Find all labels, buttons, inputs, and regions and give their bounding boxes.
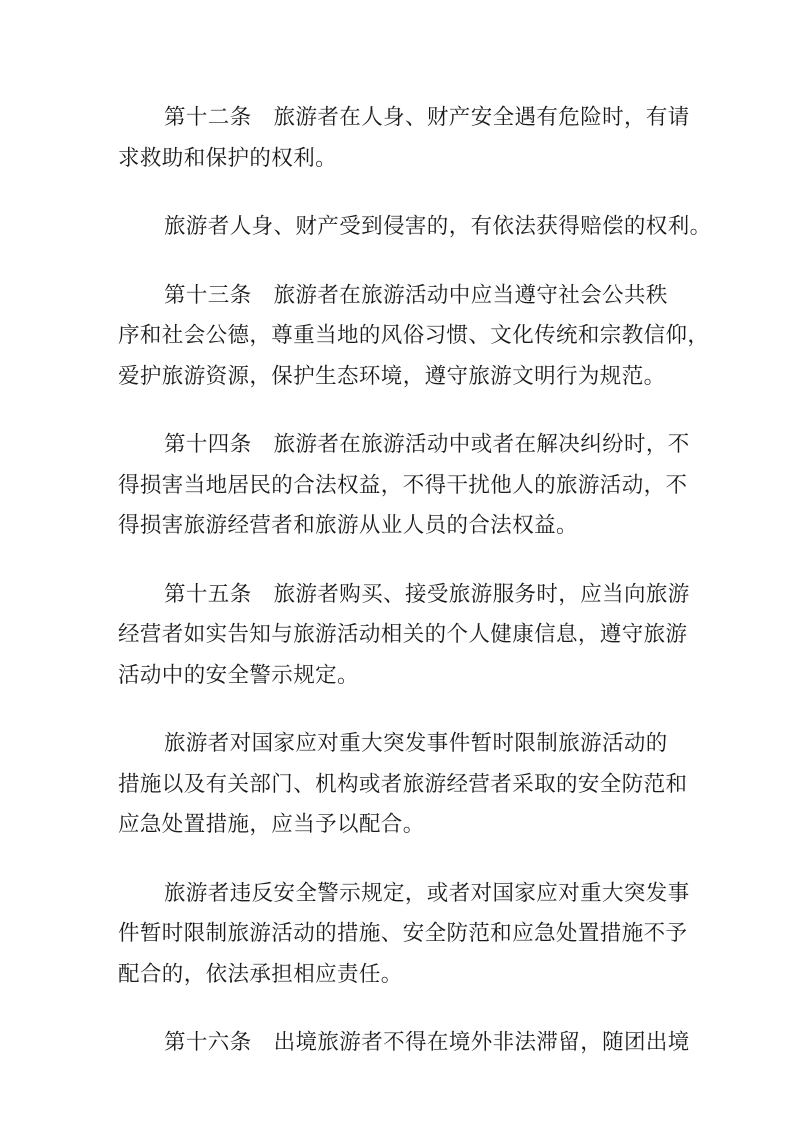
article-15-paragraph [118, 575, 690, 697]
cooperation-paragraph [118, 724, 688, 846]
text-line [118, 276, 678, 317]
article-number: 第十二条 [164, 105, 252, 130]
article-number: 第十六条 [164, 1030, 252, 1055]
text-line: 旅游者违反安全警示规定，或者对国家应对重大突发事 [164, 880, 690, 906]
article-14-paragraph [118, 425, 690, 547]
text-line [118, 98, 690, 139]
line-text: 旅游者在人身、财产安全遇有危险时，有请 [273, 105, 690, 130]
text-line: 件暂时限制旅游活动的措施、安全防范和应急处置措施不予 [118, 921, 688, 946]
text-line: 配合的，依法承担相应责任。 [118, 961, 403, 987]
text-line: 求救助和保护的权利。 [118, 145, 338, 171]
text-line: 措施以及有关部门、机构或者旅游经营者采取的安全防范和 [118, 771, 688, 797]
article-number: 第十五条 [164, 581, 252, 607]
line-text: 旅游者在旅游活动中应当遵守社会公共秩 [273, 282, 668, 308]
text-line: 序和社会公德，尊重当地的风俗习惯、文化传统和宗教信仰， [118, 323, 710, 348]
article-number: 第十三条 [164, 282, 252, 308]
article-12-paragraph [118, 98, 690, 179]
text-line: 应急处置措施，应当予以配合。 [118, 812, 425, 837]
line-text: 出境旅游者不得在境外非法滞留，随团出境 [273, 1030, 690, 1055]
text-line [118, 575, 690, 616]
liability-paragraph [118, 874, 690, 996]
article-number: 第十四条 [164, 432, 252, 457]
text-line: 旅游者人身、财产受到侵害的，有依法获得赔偿的权利。 [164, 214, 712, 239]
text-line: 得损害当地居民的合法权益，不得干扰他人的旅游活动，不 [118, 472, 688, 498]
text-line: 经营者如实告知与旅游活动相关的个人健康信息，遵守旅游 [118, 622, 688, 647]
article-16-paragraph [118, 1023, 690, 1064]
document-body [118, 98, 712, 1092]
text-line: 得损害旅游经营者和旅游从业人员的合法权益。 [118, 513, 578, 538]
text-line [118, 1023, 690, 1064]
line-text: 旅游者购买、接受旅游服务时，应当向旅游 [273, 581, 690, 607]
compensation-right-paragraph [118, 207, 712, 248]
text-line [118, 425, 690, 466]
text-line: 爱护旅游资源，保护生态环境，遵守旅游文明行为规范。 [118, 363, 666, 389]
article-13-paragraph [118, 276, 710, 398]
text-line: 活动中的安全警示规定。 [118, 662, 359, 688]
text-line: 旅游者对国家应对重大突发事件暂时限制旅游活动的 [164, 731, 668, 756]
line-text: 旅游者在旅游活动中或者在解决纠纷时，不 [273, 432, 690, 457]
